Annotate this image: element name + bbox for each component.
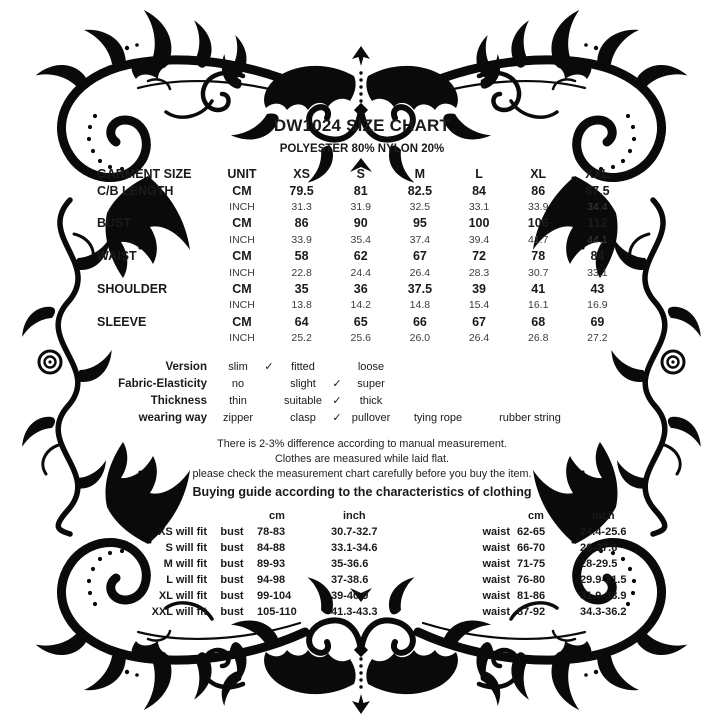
table-cell: slight bbox=[290, 377, 316, 390]
table-cell: 44.1 bbox=[587, 233, 608, 246]
table-cell: Thickness bbox=[150, 394, 207, 407]
table-cell bbox=[97, 330, 212, 346]
table-header-row bbox=[97, 166, 627, 182]
column-header: M bbox=[414, 167, 426, 182]
table-cell: slim bbox=[228, 360, 248, 373]
table-cell: 81 bbox=[353, 183, 368, 198]
table-cell: SHOULDER bbox=[97, 281, 168, 296]
column-header: L bbox=[475, 167, 483, 182]
table-cell: ✓ bbox=[332, 395, 342, 408]
table-cell: ✓ bbox=[332, 412, 342, 425]
table-cell: 26.8 bbox=[527, 332, 549, 345]
table-row bbox=[97, 588, 671, 604]
table-cell: 58 bbox=[294, 249, 309, 264]
table-cell: 37.5 bbox=[407, 281, 433, 296]
table-cell: rubber string bbox=[499, 411, 561, 424]
column-header: XL bbox=[530, 167, 547, 182]
table-cell: no bbox=[231, 377, 245, 390]
table-cell: 16.9 bbox=[587, 299, 608, 312]
table-cell: 26.4 bbox=[468, 332, 490, 345]
column-header bbox=[438, 508, 510, 524]
table-cell: waist bbox=[482, 557, 510, 570]
table-cell: C/B LENGTH bbox=[97, 183, 174, 198]
table-cell: 82.5 bbox=[407, 183, 433, 198]
table-cell: 95 bbox=[412, 216, 427, 231]
column-header: cm bbox=[269, 510, 285, 523]
table-cell: 65 bbox=[353, 314, 368, 329]
table-cell: 84-88 bbox=[257, 542, 286, 555]
table-cell bbox=[396, 358, 480, 375]
table-cell: 43 bbox=[590, 281, 605, 296]
table-cell: 99-104 bbox=[257, 589, 292, 602]
column-header bbox=[97, 508, 207, 524]
table-cell: 31.9 bbox=[350, 200, 371, 213]
table-cell: 72 bbox=[472, 249, 486, 264]
table-cell: 76-80 bbox=[517, 573, 546, 586]
table-cell: 84 bbox=[472, 183, 486, 198]
table-cell: 67 bbox=[412, 249, 427, 264]
page-title: DW1024 SIZE CHART bbox=[273, 116, 451, 135]
table-cell: 32.5 bbox=[409, 200, 431, 213]
table-cell: bust bbox=[220, 589, 244, 602]
table-cell: 33.1-34.6 bbox=[331, 542, 378, 555]
table-row bbox=[97, 215, 627, 231]
size-chart-content bbox=[97, 112, 627, 620]
table-row bbox=[97, 232, 627, 248]
table-cell: 31.3 bbox=[291, 200, 312, 213]
table-cell: 112 bbox=[587, 216, 608, 231]
buying-guide-heading: Buying guide according to the characteristics of clothing bbox=[192, 485, 532, 500]
table-cell: waist bbox=[482, 542, 510, 555]
table-cell: L will fit bbox=[166, 573, 207, 586]
table-row bbox=[97, 330, 627, 346]
buying-guide-table bbox=[97, 508, 671, 619]
table-cell: 26-27.6 bbox=[580, 542, 618, 555]
table-cell: 41 bbox=[531, 281, 546, 296]
table-cell: 30.7-32.7 bbox=[331, 526, 378, 539]
table-cell bbox=[97, 297, 212, 313]
table-row bbox=[97, 248, 627, 264]
table-cell: 84 bbox=[590, 249, 605, 264]
table-cell: 87.5 bbox=[585, 183, 610, 198]
table-cell: WAIST bbox=[97, 249, 137, 264]
table-cell: 106 bbox=[527, 216, 549, 231]
table-cell: ✓ bbox=[332, 378, 342, 391]
table-cell: 37.4 bbox=[409, 233, 431, 246]
table-cell: ✓ bbox=[264, 361, 274, 374]
table-row bbox=[97, 604, 671, 620]
column-header: inch bbox=[343, 510, 366, 523]
table-cell: 13.8 bbox=[291, 299, 312, 312]
table-cell: 15.4 bbox=[468, 299, 490, 312]
table-cell: 16.1 bbox=[527, 299, 549, 312]
note-line-1: There is 2-3% difference according to manual measurement. bbox=[217, 438, 507, 451]
table-cell: bust bbox=[220, 542, 244, 555]
table-cell: XS will fit bbox=[158, 526, 207, 539]
table-cell: 34.3-36.2 bbox=[580, 605, 627, 618]
table-cell: 81-86 bbox=[517, 589, 546, 602]
table-cell: INCH bbox=[229, 266, 255, 279]
column-header: S bbox=[356, 167, 365, 182]
garment-size-table bbox=[97, 166, 627, 346]
table-cell: 25.6 bbox=[350, 332, 371, 345]
table-cell: 89-93 bbox=[257, 557, 286, 570]
table-cell: 33.9 bbox=[291, 233, 312, 246]
table-header-row bbox=[97, 508, 671, 524]
table-row bbox=[97, 409, 580, 426]
table-cell: waist bbox=[482, 589, 510, 602]
table-cell: 64 bbox=[294, 314, 309, 329]
table-cell: 62-65 bbox=[517, 526, 546, 539]
table-cell: INCH bbox=[229, 299, 255, 312]
table-cell: 39.4 bbox=[468, 233, 490, 246]
table-row bbox=[97, 375, 580, 392]
table-cell: 69 bbox=[590, 314, 605, 329]
table-cell: super bbox=[357, 377, 385, 390]
column-header: XXL bbox=[585, 167, 610, 182]
table-cell: waist bbox=[482, 573, 510, 586]
table-cell: 78-83 bbox=[257, 526, 286, 539]
table-cell: 27.2 bbox=[587, 332, 608, 345]
table-row bbox=[97, 297, 627, 313]
table-cell: 100 bbox=[468, 216, 490, 231]
table-cell: INCH bbox=[229, 332, 255, 345]
table-cell: 26.4 bbox=[409, 266, 431, 279]
table-cell: wearing way bbox=[138, 411, 207, 424]
table-cell: 22.8 bbox=[291, 266, 312, 279]
table-cell: 68 bbox=[531, 314, 546, 329]
table-cell bbox=[260, 409, 278, 426]
table-row bbox=[97, 264, 627, 280]
table-row bbox=[97, 556, 671, 572]
table-row bbox=[97, 199, 627, 215]
table-row bbox=[97, 524, 671, 540]
note-line-2: Clothes are measured while laid flat. bbox=[274, 453, 450, 466]
table-cell: 62 bbox=[353, 249, 368, 264]
column-header: cm bbox=[528, 510, 544, 523]
table-cell: Version bbox=[165, 360, 207, 373]
table-cell: thick bbox=[359, 394, 383, 407]
table-row bbox=[97, 314, 627, 330]
table-cell: 30.7 bbox=[527, 266, 549, 279]
table-cell: 35 bbox=[294, 281, 309, 296]
table-cell: 36 bbox=[353, 281, 368, 296]
table-cell: 41.7 bbox=[527, 233, 549, 246]
table-row bbox=[97, 182, 627, 198]
table-cell: bust bbox=[220, 573, 244, 586]
table-cell: 34.4 bbox=[587, 200, 608, 213]
column-header bbox=[207, 508, 257, 524]
table-cell: 14.8 bbox=[409, 299, 431, 312]
table-cell: 41.3-43.3 bbox=[331, 605, 378, 618]
table-cell bbox=[480, 375, 580, 392]
table-cell: INCH bbox=[229, 200, 255, 213]
table-cell: INCH bbox=[229, 233, 255, 246]
table-cell: CM bbox=[232, 216, 252, 231]
table-cell: zipper bbox=[223, 411, 253, 424]
table-cell bbox=[97, 264, 212, 280]
column-header: inch bbox=[592, 510, 615, 523]
table-cell: tying rope bbox=[413, 411, 463, 424]
table-cell: 66-70 bbox=[517, 542, 546, 555]
table-cell: 67 bbox=[472, 314, 486, 329]
table-cell: 39-40.9 bbox=[331, 589, 369, 602]
table-cell: 105-110 bbox=[257, 605, 297, 618]
table-cell: XL will fit bbox=[158, 589, 207, 602]
table-cell: 25.2 bbox=[291, 332, 312, 345]
table-cell: S will fit bbox=[165, 542, 207, 555]
table-cell: 35.4 bbox=[350, 233, 371, 246]
table-cell: SLEEVE bbox=[97, 314, 147, 329]
table-cell: CM bbox=[232, 183, 252, 198]
table-cell: M will fit bbox=[163, 557, 207, 570]
table-cell: 33.1 bbox=[587, 266, 608, 279]
table-cell: 31.9-33.9 bbox=[580, 589, 627, 602]
table-cell: 66 bbox=[412, 314, 427, 329]
column-header: XS bbox=[293, 167, 310, 182]
table-cell bbox=[396, 392, 480, 409]
table-cell: loose bbox=[357, 360, 385, 373]
table-cell: bust bbox=[220, 526, 244, 539]
table-cell: pullover bbox=[351, 411, 391, 424]
table-cell: 37-38.6 bbox=[331, 573, 369, 586]
table-row bbox=[97, 572, 671, 588]
table-cell bbox=[260, 392, 278, 409]
table-cell: 14.2 bbox=[350, 299, 371, 312]
table-cell: 86 bbox=[531, 183, 546, 198]
table-cell: 29.9-31.5 bbox=[580, 573, 627, 586]
table-cell bbox=[480, 392, 580, 409]
table-cell: 26.0 bbox=[409, 332, 431, 345]
table-cell: clasp bbox=[290, 411, 316, 424]
table-cell: Fabric-Elasticity bbox=[118, 377, 207, 390]
table-cell: 24.4-25.6 bbox=[580, 526, 627, 539]
table-cell bbox=[396, 375, 480, 392]
table-cell: thin bbox=[229, 394, 247, 407]
table-cell: 28-29.5 bbox=[580, 557, 618, 570]
table-cell bbox=[97, 232, 212, 248]
table-cell: suitable bbox=[284, 394, 322, 407]
table-row bbox=[97, 358, 580, 375]
table-cell bbox=[328, 358, 346, 375]
table-cell: CM bbox=[232, 281, 252, 296]
table-cell: CM bbox=[232, 249, 252, 264]
table-cell: CM bbox=[232, 314, 252, 329]
table-cell: 90 bbox=[353, 216, 368, 231]
table-cell: 24.4 bbox=[350, 266, 371, 279]
table-cell: 71-75 bbox=[517, 557, 546, 570]
table-cell: XXL will fit bbox=[151, 605, 207, 618]
table-row bbox=[97, 392, 580, 409]
table-cell: 86 bbox=[294, 216, 309, 231]
table-cell: 35-36.6 bbox=[331, 557, 369, 570]
table-cell: waist bbox=[482, 605, 510, 618]
table-cell: 78 bbox=[531, 249, 546, 264]
table-cell bbox=[260, 375, 278, 392]
column-header: GARMENT SIZE bbox=[97, 167, 192, 182]
table-cell: 33.1 bbox=[468, 200, 490, 213]
garment-features-table bbox=[97, 358, 580, 426]
table-cell: 33.9 bbox=[527, 200, 549, 213]
table-cell: bust bbox=[220, 605, 244, 618]
note-line-3: please check the measurement chart carefully before you buy the item. bbox=[192, 468, 532, 481]
table-cell: 28.3 bbox=[468, 266, 490, 279]
measurement-notes bbox=[97, 437, 627, 482]
column-header: UNIT bbox=[227, 167, 257, 182]
table-row bbox=[97, 540, 671, 556]
table-cell: 94-98 bbox=[257, 573, 286, 586]
table-cell bbox=[97, 199, 212, 215]
table-row bbox=[97, 281, 627, 297]
table-cell bbox=[480, 358, 580, 375]
table-cell: BUST bbox=[97, 216, 132, 231]
table-cell: 79.5 bbox=[289, 183, 314, 198]
table-cell: bust bbox=[220, 557, 244, 570]
table-cell: waist bbox=[482, 526, 510, 539]
table-cell: fitted bbox=[291, 360, 315, 373]
table-cell: 87-92 bbox=[517, 605, 546, 618]
table-cell: 39 bbox=[472, 281, 486, 296]
fabric-composition: POLYESTER 80% NYLON 20% bbox=[279, 143, 445, 155]
